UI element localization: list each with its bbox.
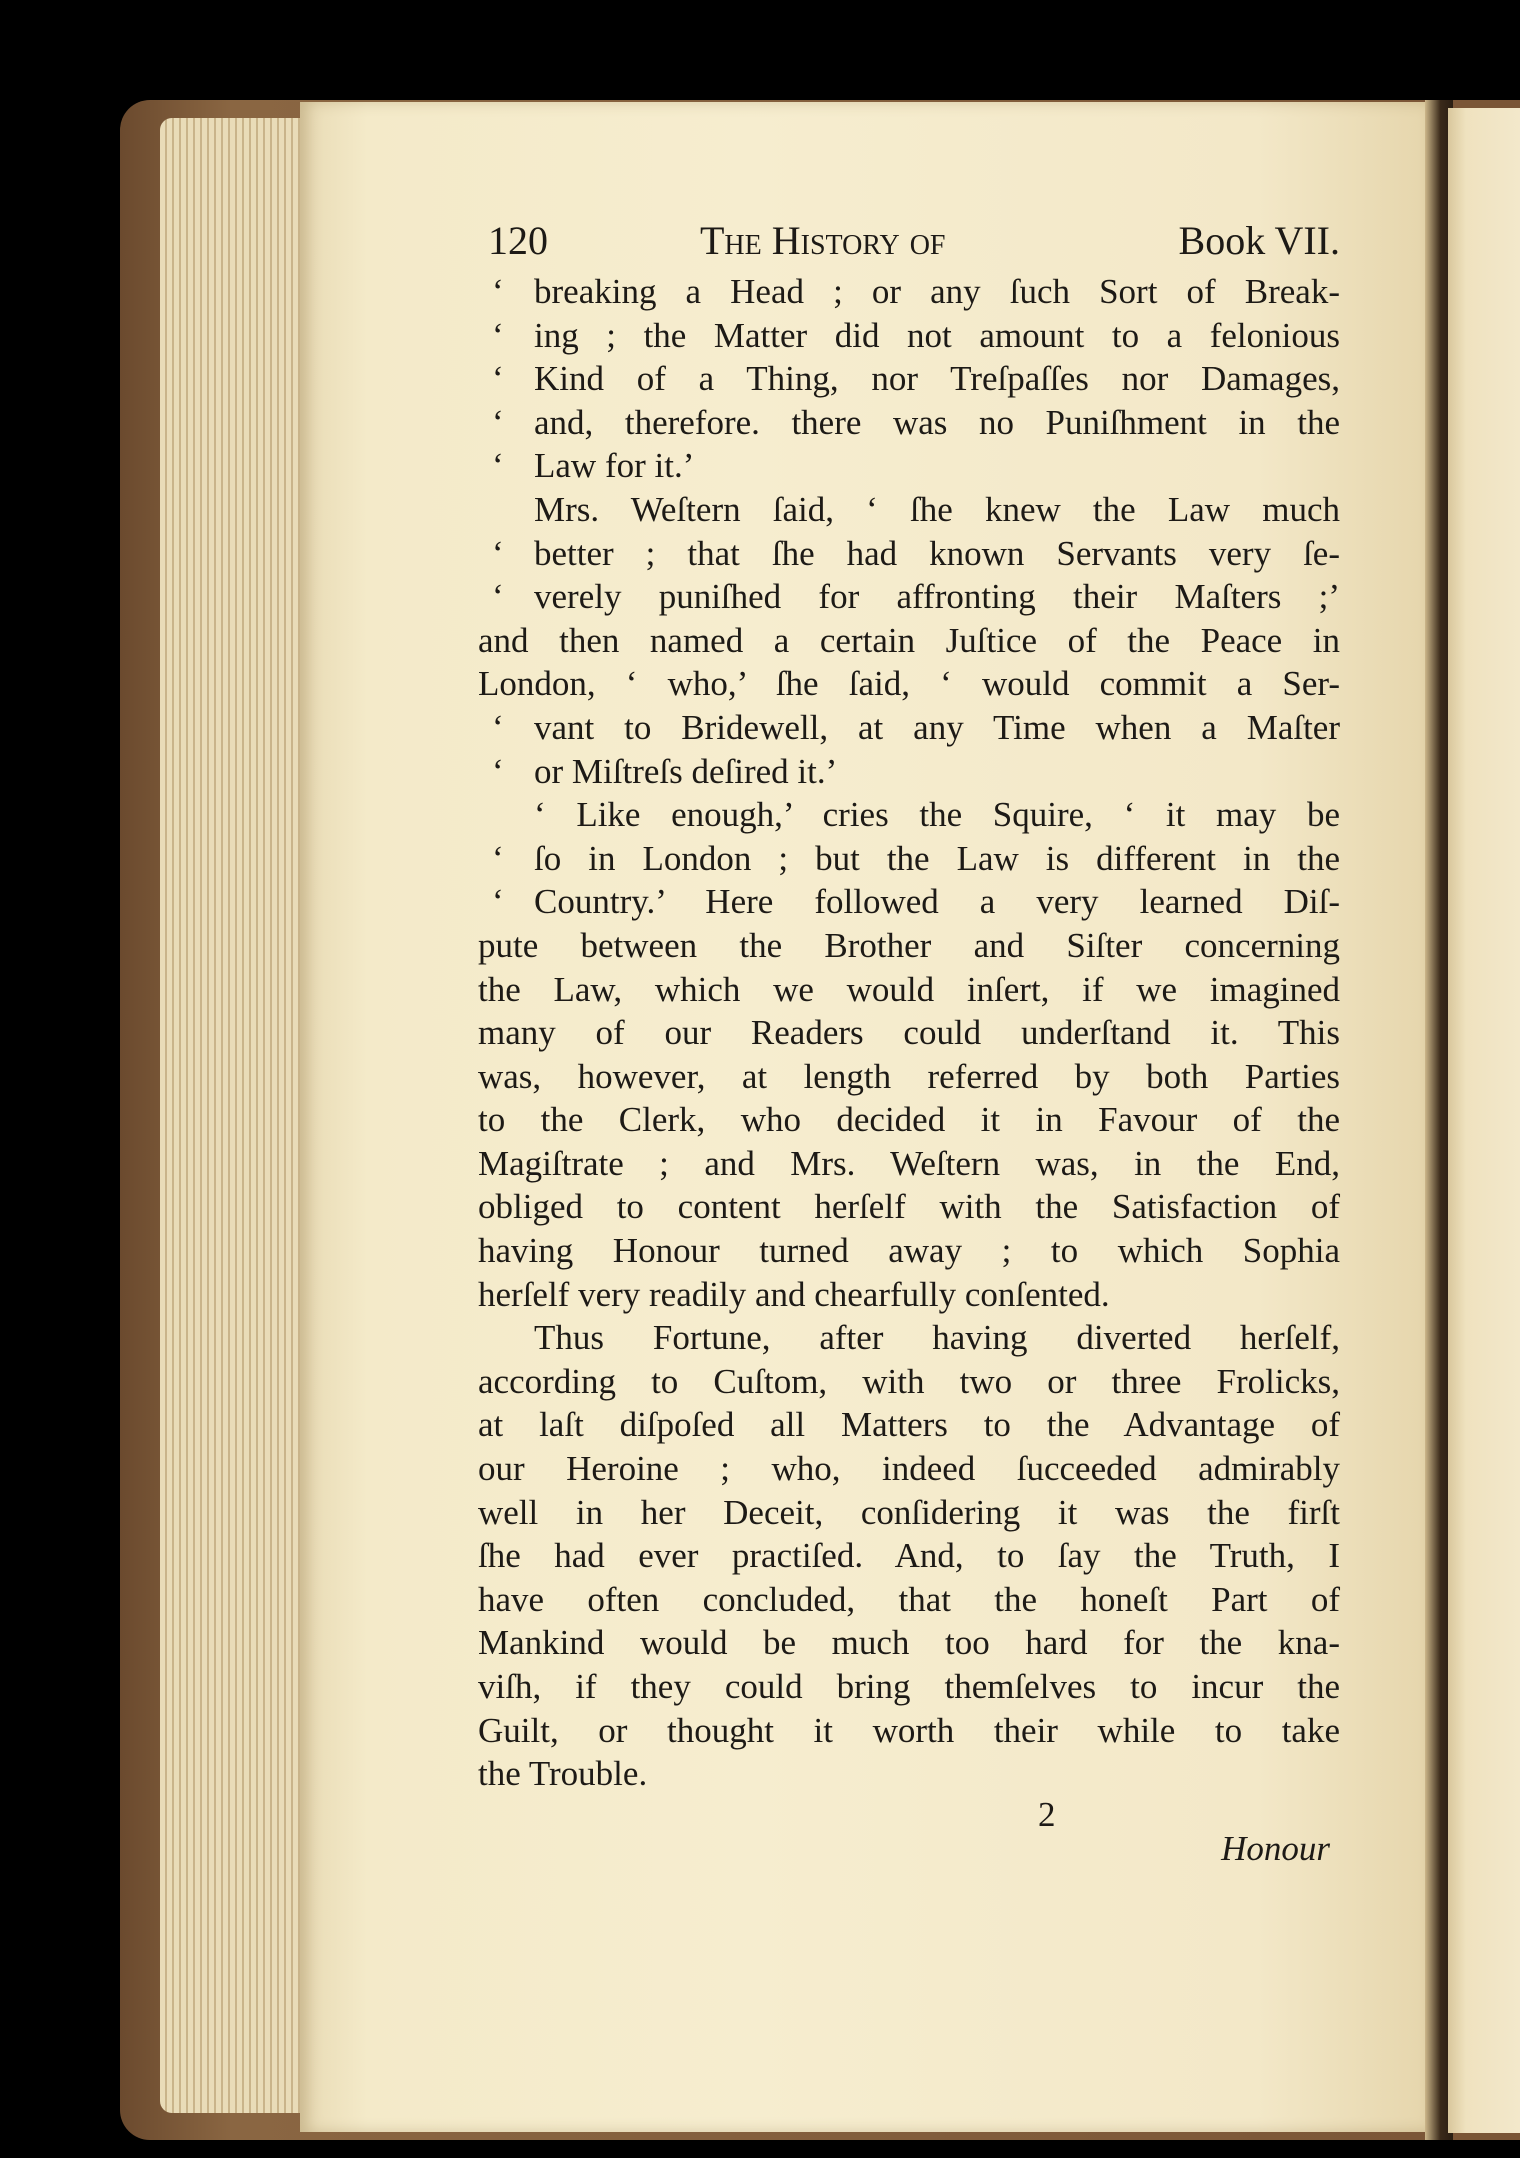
text-line [478,880,1340,924]
line-text: ing ; the Matter did not amount to a felonious [534,315,1340,355]
line-text: ſhe had ever practiſed. And, to ſay the Truth, I [478,1536,1340,1576]
line-text: Mankind would be much too hard for the kna- [478,1623,1340,1663]
line-text: ſo in London ; but the Law is different in the [534,838,1340,878]
text-line [478,575,1340,619]
text-line [478,1360,1340,1404]
text-line [478,706,1340,750]
line-text: Kind of a Thing, nor Treſpaſſes nor Damages, [534,359,1340,399]
page-footer [478,1794,1340,1868]
quote-mark: ‘ [492,577,504,617]
text-line [478,401,1340,445]
catchword: Honour [1221,1828,1330,1868]
line-text: better ; that ſhe had known Servants very ſe- [534,533,1340,573]
text-line [478,1273,1340,1317]
text-line [478,1316,1340,1360]
quote-mark: ‘ [492,315,504,355]
quote-mark: ‘ [492,272,504,311]
signature-mark: 2 [1038,1794,1056,1834]
line-text: to the Clerk, who decided it in Favour of the [478,1100,1340,1140]
text-line [478,1621,1340,1665]
facing-page [1448,108,1520,2133]
text-line [478,1447,1340,1491]
quote-mark: ‘ [492,533,504,573]
line-text: our Heroine ; who, indeed ſucceeded admirably [478,1449,1340,1489]
text-line [478,750,1340,794]
text-line [478,1055,1340,1099]
line-text: having Honour turned away ; to which Sophia [478,1231,1340,1271]
text-line [478,1098,1340,1142]
page-text-block [478,212,1340,1868]
text-line [478,924,1340,968]
line-text: verely puniſhed for affronting their Maſters ;’ [534,577,1340,617]
text-line [478,968,1340,1012]
text-line [478,793,1340,837]
text-line [478,1185,1340,1229]
text-line [478,314,1340,358]
line-text: and then named a certain Juſtice of the Peace in [478,620,1340,660]
line-text: Magiſtrate ; and Mrs. Weſtern was, in the End, [478,1143,1340,1183]
quote-mark: ‘ [492,359,504,399]
text-line [478,662,1340,706]
text-line [478,619,1340,663]
text-line [478,1709,1340,1753]
line-text: according to Cuſtom, with two or three Frolicks, [478,1361,1340,1401]
line-text: Mrs. Weſtern ſaid, ‘ ſhe knew the Law much [534,489,1340,529]
line-text: at laſt diſpoſed all Matters to the Advantage of [478,1405,1340,1445]
line-text: Thus Fortune, after having diverted herſelf, [534,1318,1340,1358]
line-text: pute between the Brother and Siſter concerning [478,925,1340,965]
line-text: and, therefore. there was no Puniſhment in the [534,402,1340,442]
running-header [478,212,1340,270]
quote-mark: ‘ [492,707,504,747]
text-line [478,1229,1340,1273]
quote-mark: ‘ [492,838,504,878]
line-text: obliged to content herſelf with the Satisfaction of [478,1187,1340,1227]
line-text: have often concluded, that the honeſt Part of [478,1579,1340,1619]
page-number: 120 [488,218,548,263]
line-text: was, however, at length referred by both Parties [478,1056,1340,1096]
line-text: ‘ Like enough,’ cries the Squire, ‘ it may be [534,795,1340,835]
line-text: Country.’ Here followed a very learned Diſ- [534,882,1340,922]
text-line [478,532,1340,576]
text-line [478,837,1340,881]
line-text: herſelf very readily and chearfully conſented. [478,1274,1110,1314]
line-text: the Law, which we would inſert, if we imagined [478,969,1340,1009]
text-line [478,270,1340,314]
line-text: viſh, if they could bring themſelves to incur the [478,1667,1340,1706]
text-line [478,1534,1340,1578]
line-text: London, ‘ who,’ ſhe ſaid, ‘ would commit a Ser- [478,664,1340,704]
line-text: Law for it.’ [534,446,695,486]
text-line [478,1403,1340,1447]
text-line [478,488,1340,532]
quote-mark: ‘ [492,446,504,486]
line-text: vant to Bridewell, at any Time when a Maſter [534,707,1340,747]
text-line [478,1578,1340,1622]
book-number: Book VII. [1178,218,1340,263]
text-line [478,1142,1340,1186]
line-text: the Trouble. [478,1754,648,1794]
line-text: many of our Readers could underſtand it. This [478,1013,1340,1053]
page-edges [160,118,310,2113]
text-line [478,1011,1340,1055]
text-line [478,1491,1340,1535]
text-line [478,444,1340,488]
quote-mark: ‘ [492,402,504,442]
line-text: Guilt, or thought it worth their while to take [478,1710,1340,1750]
body-text [478,270,1340,1796]
line-text: breaking a Head ; or any ſuch Sort of Break- [534,272,1340,311]
text-line [478,357,1340,401]
text-line [478,1752,1340,1796]
line-text: or Miſtreſs deſired it.’ [534,751,838,791]
quote-mark: ‘ [492,882,504,922]
line-text: well in her Deceit, conſidering it was the firſt [478,1492,1340,1532]
quote-mark: ‘ [492,751,504,791]
text-line [478,1665,1340,1709]
running-title: The History of [700,218,946,263]
